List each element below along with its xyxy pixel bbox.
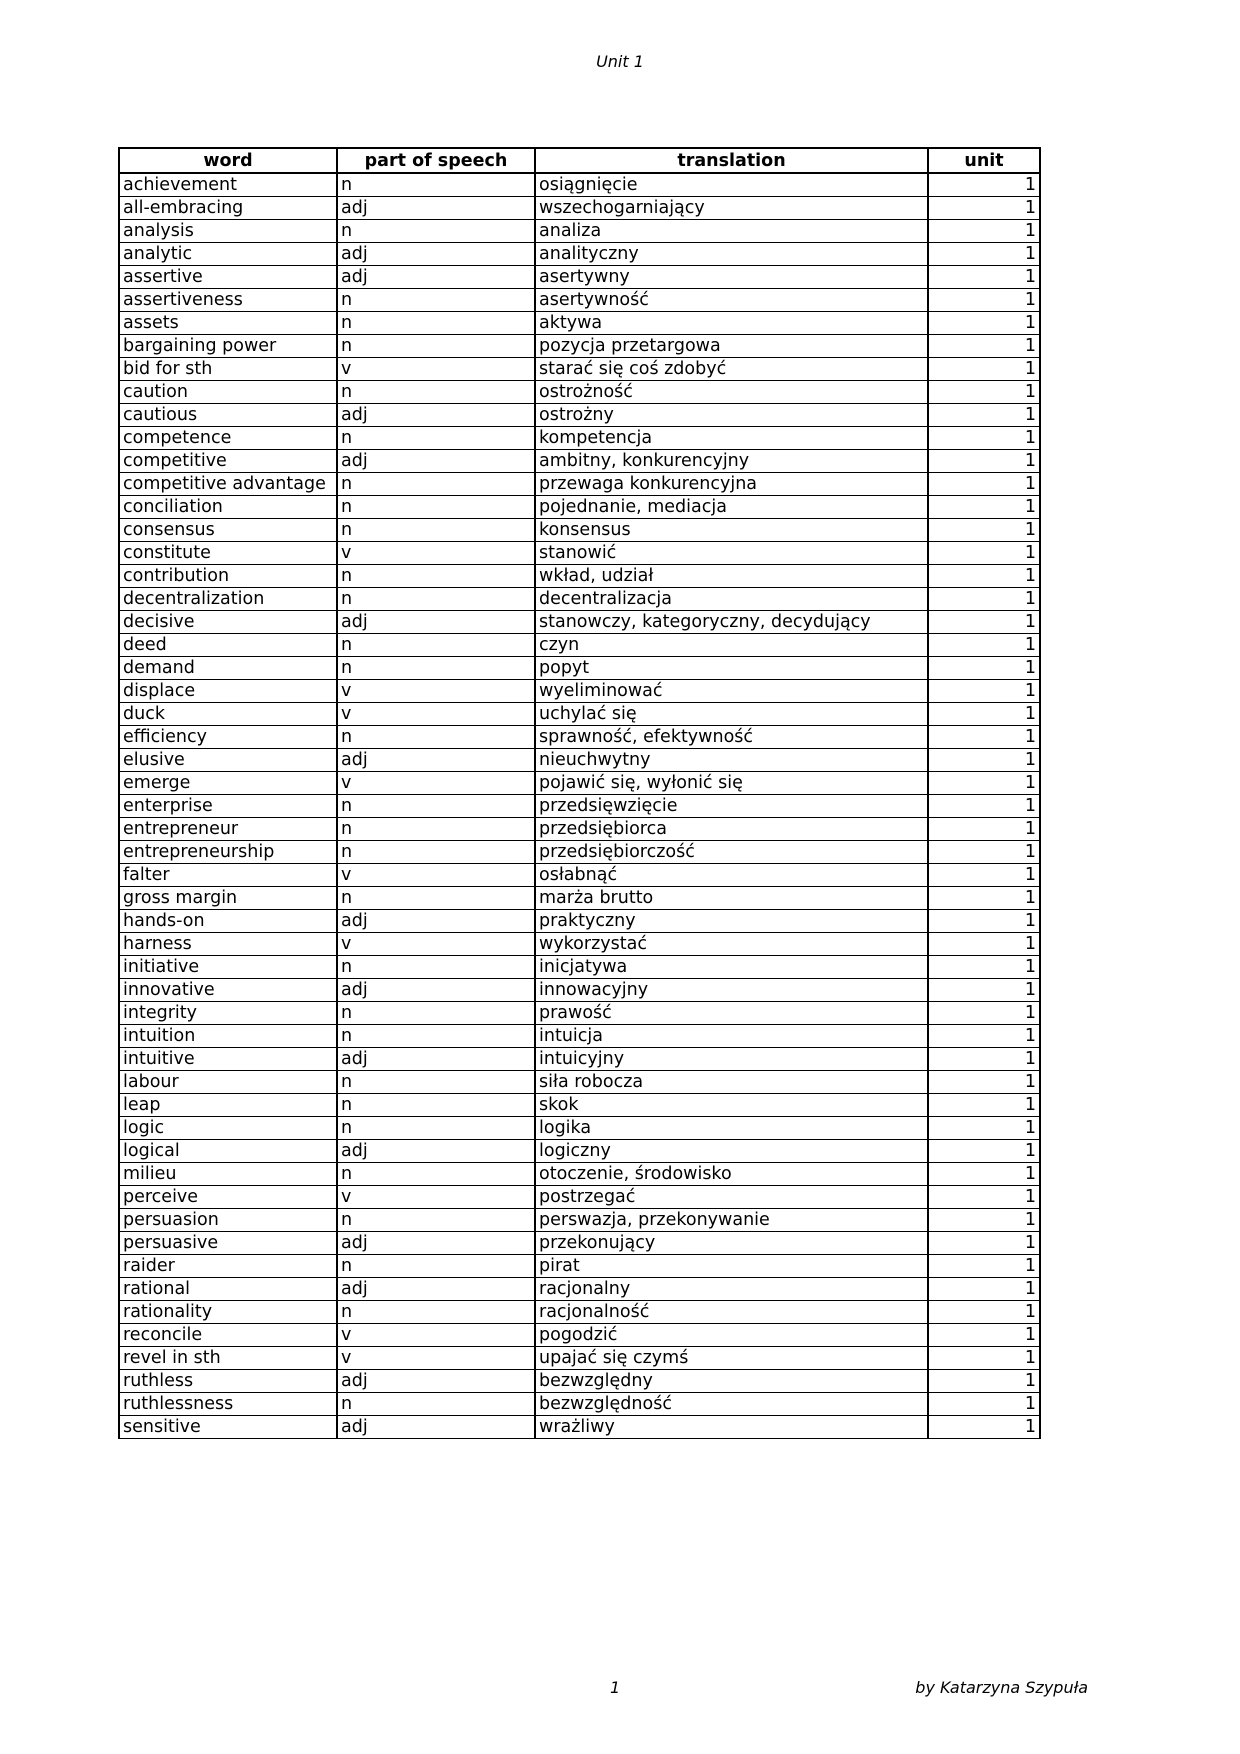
table-row — [119, 611, 1040, 634]
part-of-speech-cell: adj — [337, 266, 535, 289]
word-cell: rationality — [119, 1301, 337, 1324]
unit-cell: 1 — [928, 634, 1040, 657]
word-cell: entrepreneur — [119, 818, 337, 841]
table-row — [119, 1232, 1040, 1255]
unit-cell: 1 — [928, 887, 1040, 910]
unit-cell: 1 — [928, 243, 1040, 266]
part-of-speech-cell: v — [337, 933, 535, 956]
word-cell: raider — [119, 1255, 337, 1278]
table-row — [119, 772, 1040, 795]
translation-cell: wszechogarniający — [535, 197, 928, 220]
table-row — [119, 1025, 1040, 1048]
unit-cell: 1 — [928, 933, 1040, 956]
unit-cell: 1 — [928, 657, 1040, 680]
word-cell: assertive — [119, 266, 337, 289]
part-of-speech-cell: n — [337, 634, 535, 657]
table-row — [119, 519, 1040, 542]
translation-cell: przekonujący — [535, 1232, 928, 1255]
word-cell: analysis — [119, 220, 337, 243]
unit-cell: 1 — [928, 1048, 1040, 1071]
part-of-speech-cell: n — [337, 818, 535, 841]
translation-cell: pojawić się, wyłonić się — [535, 772, 928, 795]
part-of-speech-cell: v — [337, 772, 535, 795]
table-row — [119, 243, 1040, 266]
part-of-speech-cell: n — [337, 473, 535, 496]
table-row — [119, 1255, 1040, 1278]
table-row — [119, 1209, 1040, 1232]
table-row — [119, 818, 1040, 841]
page-header-title: Unit 1 — [596, 52, 644, 71]
part-of-speech-cell: n — [337, 289, 535, 312]
translation-cell: asertywność — [535, 289, 928, 312]
translation-cell: siła robocza — [535, 1071, 928, 1094]
table-row — [119, 680, 1040, 703]
word-cell: logic — [119, 1117, 337, 1140]
part-of-speech-cell: adj — [337, 1140, 535, 1163]
translation-cell: sprawność, efektywność — [535, 726, 928, 749]
translation-cell: analiza — [535, 220, 928, 243]
unit-cell: 1 — [928, 979, 1040, 1002]
word-cell: sensitive — [119, 1416, 337, 1439]
word-cell: bid for sth — [119, 358, 337, 381]
part-of-speech-cell: adj — [337, 197, 535, 220]
translation-cell: asertywny — [535, 266, 928, 289]
translation-cell: upajać się czymś — [535, 1347, 928, 1370]
table-row — [119, 404, 1040, 427]
author-credit: by Katarzyna Szypuła — [915, 1678, 1088, 1697]
part-of-speech-cell: v — [337, 542, 535, 565]
table-row — [119, 542, 1040, 565]
table-row — [119, 312, 1040, 335]
part-of-speech-cell: n — [337, 841, 535, 864]
unit-cell: 1 — [928, 841, 1040, 864]
part-of-speech-cell: n — [337, 335, 535, 358]
table-row — [119, 634, 1040, 657]
part-of-speech-cell: adj — [337, 749, 535, 772]
part-of-speech-cell: n — [337, 956, 535, 979]
part-of-speech-cell: n — [337, 1209, 535, 1232]
word-cell: caution — [119, 381, 337, 404]
word-cell: innovative — [119, 979, 337, 1002]
word-cell: leap — [119, 1094, 337, 1117]
table-row — [119, 887, 1040, 910]
unit-cell: 1 — [928, 335, 1040, 358]
unit-cell: 1 — [928, 1117, 1040, 1140]
part-of-speech-cell: v — [337, 864, 535, 887]
translation-cell: pojednanie, mediacja — [535, 496, 928, 519]
table-row — [119, 220, 1040, 243]
unit-cell: 1 — [928, 680, 1040, 703]
unit-cell: 1 — [928, 703, 1040, 726]
translation-cell: intuicja — [535, 1025, 928, 1048]
part-of-speech-cell: n — [337, 173, 535, 197]
translation-cell: osłabnąć — [535, 864, 928, 887]
unit-cell: 1 — [928, 1002, 1040, 1025]
translation-cell: przedsiębiorca — [535, 818, 928, 841]
part-of-speech-cell: v — [337, 1186, 535, 1209]
table-row — [119, 1117, 1040, 1140]
translation-cell: racjonalny — [535, 1278, 928, 1301]
word-cell: all-embracing — [119, 197, 337, 220]
translation-cell: przedsiębiorczość — [535, 841, 928, 864]
table-row — [119, 588, 1040, 611]
unit-cell: 1 — [928, 1094, 1040, 1117]
table-row — [119, 956, 1040, 979]
part-of-speech-cell: adj — [337, 1416, 535, 1439]
table-row — [119, 1163, 1040, 1186]
table-row — [119, 1301, 1040, 1324]
part-of-speech-cell: n — [337, 1393, 535, 1416]
part-of-speech-cell: n — [337, 381, 535, 404]
unit-cell: 1 — [928, 358, 1040, 381]
table-row — [119, 1278, 1040, 1301]
word-cell: assertiveness — [119, 289, 337, 312]
word-cell: conciliation — [119, 496, 337, 519]
word-cell: entrepreneurship — [119, 841, 337, 864]
word-cell: ruthlessness — [119, 1393, 337, 1416]
word-cell: harness — [119, 933, 337, 956]
unit-cell: 1 — [928, 289, 1040, 312]
translation-cell: pogodzić — [535, 1324, 928, 1347]
translation-cell: skok — [535, 1094, 928, 1117]
word-cell: consensus — [119, 519, 337, 542]
table-row — [119, 1324, 1040, 1347]
word-cell: analytic — [119, 243, 337, 266]
translation-cell: uchylać się — [535, 703, 928, 726]
part-of-speech-cell: n — [337, 657, 535, 680]
part-of-speech-cell: n — [337, 887, 535, 910]
part-of-speech-cell: n — [337, 1163, 535, 1186]
translation-cell: czyn — [535, 634, 928, 657]
column-header-unit: unit — [928, 148, 1040, 173]
table-row — [119, 933, 1040, 956]
translation-cell: praktyczny — [535, 910, 928, 933]
column-header-translation: translation — [535, 148, 928, 173]
table-row — [119, 1048, 1040, 1071]
table-header-row — [119, 148, 1040, 173]
translation-cell: wykorzystać — [535, 933, 928, 956]
part-of-speech-cell: n — [337, 1071, 535, 1094]
table-row — [119, 473, 1040, 496]
part-of-speech-cell: n — [337, 726, 535, 749]
word-cell: integrity — [119, 1002, 337, 1025]
unit-cell: 1 — [928, 726, 1040, 749]
column-header-word: word — [119, 148, 337, 173]
word-cell: ruthless — [119, 1370, 337, 1393]
translation-cell: przewaga konkurencyjna — [535, 473, 928, 496]
word-cell: bargaining power — [119, 335, 337, 358]
word-cell: falter — [119, 864, 337, 887]
unit-cell: 1 — [928, 565, 1040, 588]
unit-cell: 1 — [928, 519, 1040, 542]
word-cell: labour — [119, 1071, 337, 1094]
word-cell: competitive — [119, 450, 337, 473]
table-row — [119, 266, 1040, 289]
unit-cell: 1 — [928, 1209, 1040, 1232]
part-of-speech-cell: v — [337, 1347, 535, 1370]
translation-cell: perswazja, przekonywanie — [535, 1209, 928, 1232]
part-of-speech-cell: n — [337, 1094, 535, 1117]
translation-cell: wkład, udział — [535, 565, 928, 588]
unit-cell: 1 — [928, 173, 1040, 197]
word-cell: persuasion — [119, 1209, 337, 1232]
unit-cell: 1 — [928, 1301, 1040, 1324]
translation-cell: osiągnięcie — [535, 173, 928, 197]
word-cell: efficiency — [119, 726, 337, 749]
translation-cell: stanowczy, kategoryczny, decydujący — [535, 611, 928, 634]
part-of-speech-cell: adj — [337, 1048, 535, 1071]
unit-cell: 1 — [928, 450, 1040, 473]
word-cell: duck — [119, 703, 337, 726]
part-of-speech-cell: n — [337, 1255, 535, 1278]
unit-cell: 1 — [928, 1232, 1040, 1255]
table-row — [119, 1416, 1040, 1439]
unit-cell: 1 — [928, 1370, 1040, 1393]
table-row — [119, 197, 1040, 220]
part-of-speech-cell: n — [337, 427, 535, 450]
translation-cell: stanowić — [535, 542, 928, 565]
unit-cell: 1 — [928, 1393, 1040, 1416]
unit-cell: 1 — [928, 1163, 1040, 1186]
table-row — [119, 173, 1040, 197]
table-row — [119, 289, 1040, 312]
unit-cell: 1 — [928, 749, 1040, 772]
part-of-speech-cell: adj — [337, 450, 535, 473]
table-row — [119, 1347, 1040, 1370]
part-of-speech-cell: n — [337, 795, 535, 818]
unit-cell: 1 — [928, 1347, 1040, 1370]
table-row — [119, 657, 1040, 680]
table-row — [119, 358, 1040, 381]
unit-cell: 1 — [928, 1071, 1040, 1094]
translation-cell: wrażliwy — [535, 1416, 928, 1439]
translation-cell: wyeliminować — [535, 680, 928, 703]
word-cell: demand — [119, 657, 337, 680]
word-cell: decentralization — [119, 588, 337, 611]
unit-cell: 1 — [928, 1025, 1040, 1048]
translation-cell: logiczny — [535, 1140, 928, 1163]
part-of-speech-cell: n — [337, 496, 535, 519]
word-cell: milieu — [119, 1163, 337, 1186]
table-row — [119, 1071, 1040, 1094]
word-cell: elusive — [119, 749, 337, 772]
part-of-speech-cell: n — [337, 312, 535, 335]
unit-cell: 1 — [928, 266, 1040, 289]
part-of-speech-cell: v — [337, 1324, 535, 1347]
word-cell: emerge — [119, 772, 337, 795]
word-cell: displace — [119, 680, 337, 703]
table-row — [119, 450, 1040, 473]
word-cell: intuition — [119, 1025, 337, 1048]
table-row — [119, 749, 1040, 772]
part-of-speech-cell: n — [337, 1025, 535, 1048]
translation-cell: popyt — [535, 657, 928, 680]
unit-cell: 1 — [928, 956, 1040, 979]
translation-cell: ambitny, konkurencyjny — [535, 450, 928, 473]
table-row — [119, 565, 1040, 588]
table-row — [119, 979, 1040, 1002]
unit-cell: 1 — [928, 496, 1040, 519]
word-cell: achievement — [119, 173, 337, 197]
unit-cell: 1 — [928, 220, 1040, 243]
unit-cell: 1 — [928, 1186, 1040, 1209]
part-of-speech-cell: n — [337, 588, 535, 611]
translation-cell: logika — [535, 1117, 928, 1140]
unit-cell: 1 — [928, 404, 1040, 427]
word-cell: constitute — [119, 542, 337, 565]
translation-cell: aktywa — [535, 312, 928, 335]
table-row — [119, 1393, 1040, 1416]
translation-cell: nieuchwytny — [535, 749, 928, 772]
part-of-speech-cell: adj — [337, 404, 535, 427]
word-cell: competence — [119, 427, 337, 450]
word-cell: logical — [119, 1140, 337, 1163]
vocabulary-table — [118, 147, 1041, 1439]
table-row — [119, 381, 1040, 404]
word-cell: cautious — [119, 404, 337, 427]
table-row — [119, 427, 1040, 450]
translation-cell: kompetencja — [535, 427, 928, 450]
unit-cell: 1 — [928, 542, 1040, 565]
part-of-speech-cell: n — [337, 519, 535, 542]
table-row — [119, 841, 1040, 864]
translation-cell: bezwzględność — [535, 1393, 928, 1416]
table-row — [119, 795, 1040, 818]
unit-cell: 1 — [928, 197, 1040, 220]
translation-cell: postrzegać — [535, 1186, 928, 1209]
unit-cell: 1 — [928, 818, 1040, 841]
unit-cell: 1 — [928, 910, 1040, 933]
word-cell: deed — [119, 634, 337, 657]
translation-cell: ostrożność — [535, 381, 928, 404]
part-of-speech-cell: adj — [337, 1232, 535, 1255]
word-cell: rational — [119, 1278, 337, 1301]
part-of-speech-cell: v — [337, 358, 535, 381]
part-of-speech-cell: n — [337, 1301, 535, 1324]
translation-cell: prawość — [535, 1002, 928, 1025]
table-row — [119, 1186, 1040, 1209]
table-body — [119, 173, 1040, 1439]
word-cell: contribution — [119, 565, 337, 588]
part-of-speech-cell: adj — [337, 243, 535, 266]
part-of-speech-cell: n — [337, 1117, 535, 1140]
translation-cell: pozycja przetargowa — [535, 335, 928, 358]
translation-cell: marża brutto — [535, 887, 928, 910]
translation-cell: starać się coś zdobyć — [535, 358, 928, 381]
part-of-speech-cell: adj — [337, 1370, 535, 1393]
table-row — [119, 335, 1040, 358]
table-row — [119, 864, 1040, 887]
word-cell: initiative — [119, 956, 337, 979]
unit-cell: 1 — [928, 588, 1040, 611]
unit-cell: 1 — [928, 1140, 1040, 1163]
unit-cell: 1 — [928, 1416, 1040, 1439]
table-row — [119, 1002, 1040, 1025]
unit-cell: 1 — [928, 772, 1040, 795]
unit-cell: 1 — [928, 473, 1040, 496]
translation-cell: decentralizacja — [535, 588, 928, 611]
table-row — [119, 1370, 1040, 1393]
part-of-speech-cell: n — [337, 220, 535, 243]
translation-cell: przedsięwzięcie — [535, 795, 928, 818]
page-number: 1 — [610, 1678, 621, 1697]
unit-cell: 1 — [928, 427, 1040, 450]
word-cell: perceive — [119, 1186, 337, 1209]
table-row — [119, 496, 1040, 519]
unit-cell: 1 — [928, 1255, 1040, 1278]
unit-cell: 1 — [928, 312, 1040, 335]
word-cell: persuasive — [119, 1232, 337, 1255]
word-cell: enterprise — [119, 795, 337, 818]
translation-cell: pirat — [535, 1255, 928, 1278]
translation-cell: inicjatywa — [535, 956, 928, 979]
translation-cell: racjonalność — [535, 1301, 928, 1324]
column-header-part-of-speech: part of speech — [337, 148, 535, 173]
translation-cell: konsensus — [535, 519, 928, 542]
translation-cell: intuicyjny — [535, 1048, 928, 1071]
translation-cell: analityczny — [535, 243, 928, 266]
table-row — [119, 703, 1040, 726]
word-cell: reconcile — [119, 1324, 337, 1347]
unit-cell: 1 — [928, 1324, 1040, 1347]
part-of-speech-cell: n — [337, 1002, 535, 1025]
unit-cell: 1 — [928, 381, 1040, 404]
word-cell: assets — [119, 312, 337, 335]
table-row — [119, 910, 1040, 933]
word-cell: competitive advantage — [119, 473, 337, 496]
unit-cell: 1 — [928, 611, 1040, 634]
part-of-speech-cell: adj — [337, 910, 535, 933]
unit-cell: 1 — [928, 795, 1040, 818]
part-of-speech-cell: v — [337, 680, 535, 703]
table-row — [119, 1140, 1040, 1163]
translation-cell: bezwzględny — [535, 1370, 928, 1393]
part-of-speech-cell: adj — [337, 979, 535, 1002]
unit-cell: 1 — [928, 864, 1040, 887]
unit-cell: 1 — [928, 1278, 1040, 1301]
part-of-speech-cell: adj — [337, 1278, 535, 1301]
word-cell: intuitive — [119, 1048, 337, 1071]
translation-cell: innowacyjny — [535, 979, 928, 1002]
translation-cell: ostrożny — [535, 404, 928, 427]
word-cell: gross margin — [119, 887, 337, 910]
part-of-speech-cell: n — [337, 565, 535, 588]
word-cell: revel in sth — [119, 1347, 337, 1370]
table-row — [119, 726, 1040, 749]
translation-cell: otoczenie, środowisko — [535, 1163, 928, 1186]
word-cell: decisive — [119, 611, 337, 634]
part-of-speech-cell: adj — [337, 611, 535, 634]
part-of-speech-cell: v — [337, 703, 535, 726]
table-row — [119, 1094, 1040, 1117]
word-cell: hands-on — [119, 910, 337, 933]
